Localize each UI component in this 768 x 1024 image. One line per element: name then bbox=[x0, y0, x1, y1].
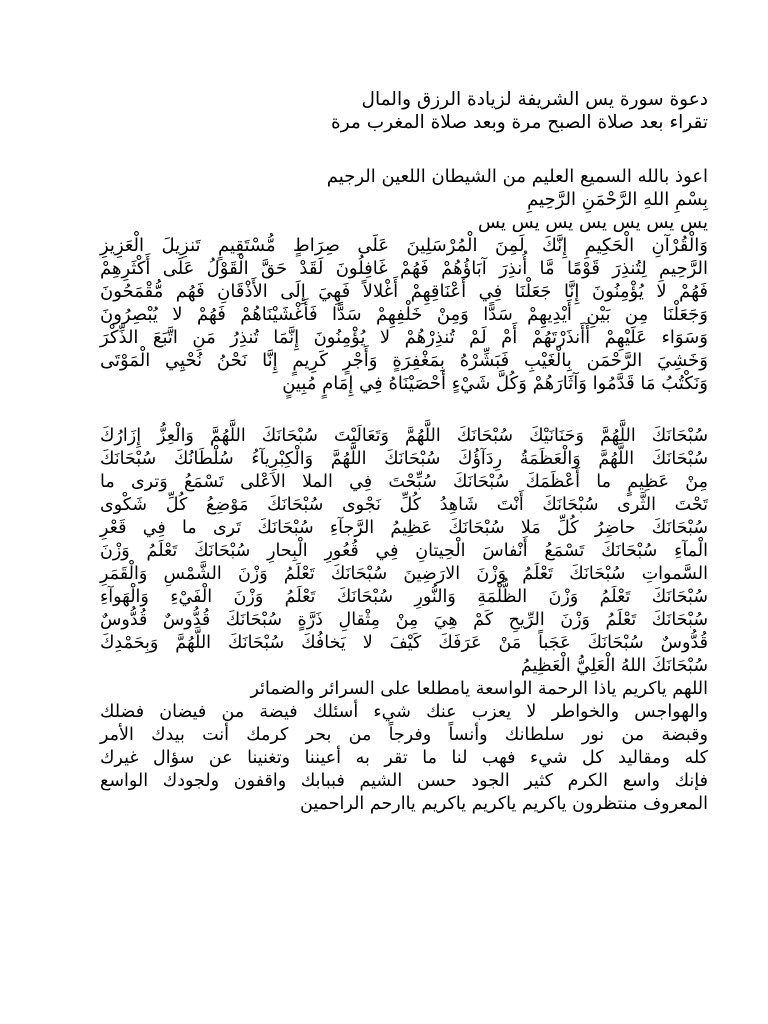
tasbeeh-line: سُبْحَانَكَ حاضِرُ كُلِّ مَلا سُبْحَانَكَ عَظِيمُ الرَّجآءِ سُبْحَانَكَ تَرى ما فِي قَعْرِ bbox=[100, 518, 708, 538]
dua-line: اللهم ياكريم ياذا الرحمة الواسعة يامطلعا على السرائر والضمائر bbox=[250, 679, 708, 699]
dua-line: وقبضة من نور سلطانك وأنساً وفرجاً من بحر كرمك أنت بيدك الأمر bbox=[100, 725, 708, 745]
dua-line: والهواجس والخواطر لا يعزب عنك شيء أسئلك فيضة من فيضان فضلك bbox=[100, 702, 708, 722]
quran-line: وَسَوَاء عَلَيْهِمْ أَأَنذَرْتَهُمْ أَمْ لَمْ تُنذِرْهُمْ لا يُؤْمِنُونَ إِنَّمَا تُنذِرُ مَنِ اتَّبَعَ الذِّكْرَ bbox=[100, 327, 708, 348]
tasbeeh-line: الْمآءِ سُبْحَانَكَ تَسْمَعُ أَنْفاسَ الْحِيتانِ فِي قُعُورِ الْبِحارِ سُبْحَانَكَ تَعْلَمُ وَزْنَ bbox=[100, 541, 708, 561]
basmala-line: بِسْمِ اللهِ الرَّحْمَنِ الرَّحِيمِ bbox=[527, 189, 708, 210]
closing-dua bbox=[100, 678, 708, 816]
tasbeeh-line: سُبْحَانَكَ تَعْلَمُ وَزْنَ الظُّلْمَةِ وَالنُّورِ سُبْحَانَكَ تَعْلَمُ وَزْنَ الْفَيْءِ وَالْهَوآءِ bbox=[100, 587, 708, 607]
tasbeeh-line: سُبْحَانَكَ اللَّهُمَّ وَحَنَانَيْكَ سُبْحَانَكَ اللَّهُمَّ وَتَعَالَيْتَ سُبْحَانَكَ اللَّهُمَّ وَالْعِزُّ إِزَارُكَ bbox=[100, 426, 708, 446]
quran-line: وَنَكْتُبُ مَا قَدَّمُوا وَآثَارَهُمْ وَكُلَّ شَيْءٍ أحْصَيْنَاهُ فِي إِمَامٍ مُبِينٍ bbox=[282, 373, 708, 394]
tasbeeh-line: سُبْحَانَكَ اللهُ الْعَلِيُّ الْعَظِيمُ bbox=[520, 656, 708, 676]
tasbeeh-line: قُدُّوسٌ سُبْحَانَكَ عَجَباً مَنْ عَرَفَكَ كَيْفَ لا يَخافُكَ سُبْحَانَكَ اللَّهُمَّ وَبِحَمْدِكَ bbox=[100, 633, 708, 653]
tasbeeh-line: تَحْتَ الثَّرى سُبْحَانَكَ أَنْتَ شَاهِدُ كُلِّ نَجْوى سُبْحَانَكَ مَوْضِعُ كُلِّ شَكْوى bbox=[100, 495, 708, 515]
quran-line: فَهُمْ لا يُؤْمِنُونَ إِنَّا جَعَلْنَا فِي أَعْنَاقِهِمْ أَغْلالاً فَهِيَ إِلَى الأَذْقَانِ فَهُم مُّقْمَحُونَ bbox=[100, 281, 708, 302]
title-line-2: تقراء بعد صلاة الصبح مرة وبعد صلاة المغرب مرة bbox=[331, 112, 708, 133]
quran-verses bbox=[100, 234, 708, 395]
isti-adha-line: اعوذ بالله السميع العليم من الشيطان اللعين الرجيم bbox=[326, 166, 708, 187]
yasin-repeat-line: يس يس يس يس يس يس يس bbox=[477, 212, 708, 233]
dua-line: كله ومقاليد كل شيء فهب لنا ما تقر به أعيننا وتغنينا عن سؤال غيرك bbox=[100, 748, 708, 768]
quran-line: وَجَعَلْنَا مِن بَيْنِ أَيْدِيهِمْ سَدًّا وَمِنْ خَلْفِهِمْ سَدًّا فَأَغْشَيْنَاهُمْ فَهُمْ لا يُبْصِرُونَ bbox=[100, 304, 708, 325]
document-title bbox=[100, 88, 708, 134]
tasbeeh-line: سُبْحَانَكَ اللَّهُمَّ وَالْعَظَمَةُ رِدَآؤُكَ سُبْحَانَكَ اللَّهُمَّ وَالْكِبْرِيآءُ سُلْطَانُكَ سُبْحَانَكَ bbox=[100, 449, 708, 469]
tasbeeh-line: سُبْحَانَكَ تَعْلَمُ وَزْنَ الرِّيحِ كَمْ هِيَ مِنْ مِثْقالِ ذَرَّةٍ سُبْحَانَكَ قُدُّوسٌ قُدُّوسٌ bbox=[100, 610, 708, 630]
dua-document bbox=[100, 88, 708, 816]
tasbeeh-section bbox=[100, 425, 708, 678]
quran-line: وَالْقُرْآنِ الْحَكِيمِ إِنَّكَ لَمِنَ الْمُرْسَلِينَ عَلَى صِرَاطٍ مُّسْتَقِيمٍ تَنزِيلَ الْعَزِيزِ bbox=[100, 235, 708, 256]
quran-line: وَخَشِيَ الرَّحْمَن بِالْغَيْبِ فَبَشِّرْهُ بِمَغْفِرَةٍ وَأَجْرٍ كَرِيمٍ إِنَّا نَحْنُ نُحْيِي الْمَوْتَى bbox=[100, 350, 708, 371]
opening-section bbox=[100, 165, 708, 234]
quran-line: الرَّحِيمِ لِتُنذِرَ قَوْمًا مَّا أُنذِرَ آبَاؤُهُمْ فَهُمْ غَافِلُونَ لَقَدْ حَقَّ الْقَوْلُ عَلَى أَكْثَرِهِمْ bbox=[100, 258, 708, 279]
dua-line: فإنك واسع الكرم كثير الجود حسن الشيم فببابك واقفون ولجودك الواسع bbox=[100, 771, 708, 791]
tasbeeh-line: السَّمواتِ سُبْحَانَكَ تَعْلَمُ وَزْنَ الارَضِينَ سُبْحَانَكَ تَعْلَمُ وَزْنَ الشَّمْسِ وَالْقَمَرِ bbox=[100, 564, 708, 584]
title-line-1: دعوة سورة يس الشريفة لزيادة الرزق والمال bbox=[361, 89, 708, 110]
dua-line: المعروف منتظرون ياكريم ياكريم ياكريم ياارحم الراحمين bbox=[300, 794, 708, 814]
tasbeeh-line: مِنْ عَظِيمٍ ما أَعْظَمَكَ سُبْحَانَكَ سُبِّحْتَ فِي الملا الاَعْلى تَسْمَعُ وَترى ما bbox=[100, 472, 708, 492]
